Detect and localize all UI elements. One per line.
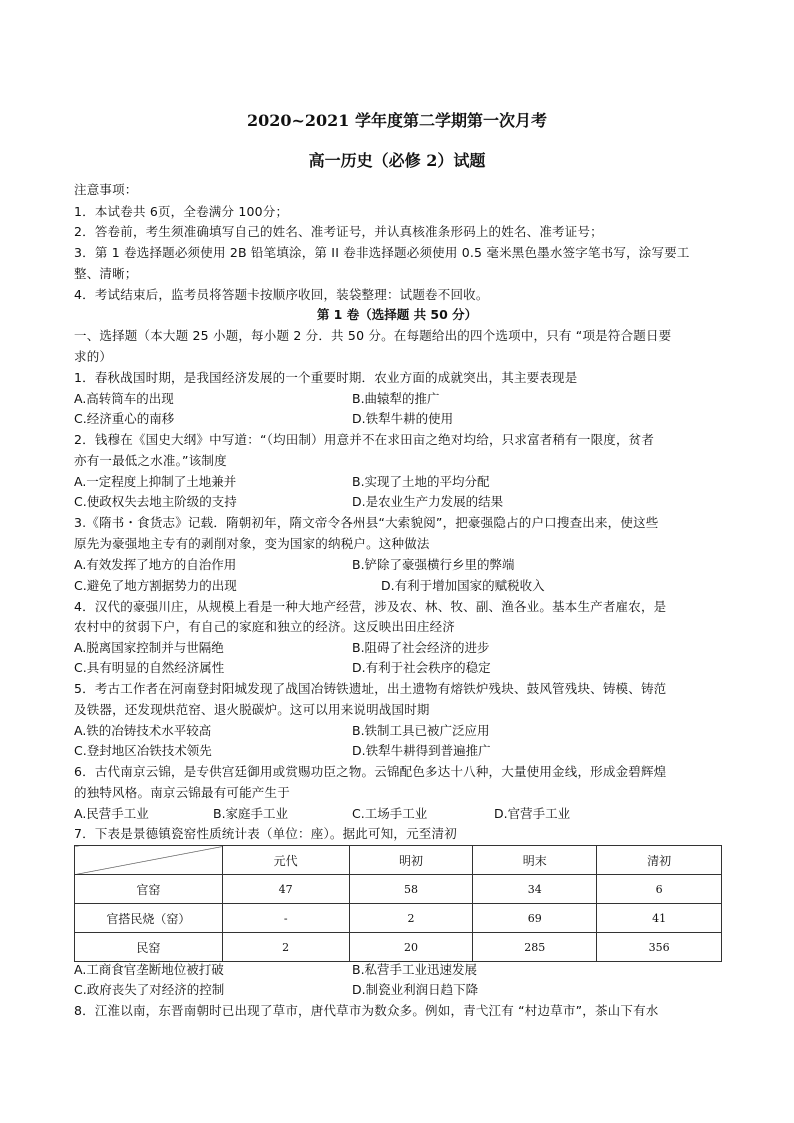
table-cell: 356 xyxy=(597,933,722,962)
table-cell: 2 xyxy=(349,904,473,933)
table-header-cell: 元代 xyxy=(222,846,349,875)
table-row xyxy=(75,933,722,962)
q1-option-b[interactable]: B.曲辕犁的推广 xyxy=(352,391,440,406)
table-cell: 2 xyxy=(222,933,349,962)
q4-option-c[interactable]: C.具有明显的自然经济属性 xyxy=(74,660,225,675)
table-cell: 285 xyxy=(473,933,597,962)
table-row-label: 官搭民烧（窑） xyxy=(75,904,223,933)
q4-option-b[interactable]: B.阻碍了社会经济的进步 xyxy=(352,640,490,655)
q2-option-d[interactable]: D.是农业生产力发展的结果 xyxy=(352,494,504,509)
note-line: 2．答卷前，考生须准确填写自己的姓名、准考证号，并认真核准条形码上的姓名、准考证号； xyxy=(74,224,603,239)
table-header-row xyxy=(75,846,722,875)
kiln-statistics-table xyxy=(74,845,722,962)
table-cell: 6 xyxy=(597,875,722,904)
question-2-stem: 亦有一最低之水准。”该制度 xyxy=(74,453,227,468)
table-row xyxy=(75,904,722,933)
table-cell: 58 xyxy=(349,875,473,904)
q4-option-a[interactable]: A.脱离国家控制并与世隔绝 xyxy=(74,640,224,655)
question-6-stem: 6．古代南京云锦，是专供宫廷御用或赏赐功臣之物。云锦配色多达十八种，大量使用金线，形成金碧辉煌 xyxy=(74,764,667,779)
table-cell: 41 xyxy=(597,904,722,933)
q1-option-c[interactable]: C.经济重心的南移 xyxy=(74,411,175,426)
q7-option-a[interactable]: A.工商食官垄断地位被打破 xyxy=(74,962,224,977)
q1-option-d[interactable]: D.铁犁牛耕的使用 xyxy=(352,411,454,426)
q7-option-b[interactable]: B.私营手工业迅速发展 xyxy=(352,962,478,977)
q5-option-b[interactable]: B.铁制工具已被广泛应用 xyxy=(352,723,490,738)
table-cell: 34 xyxy=(473,875,597,904)
section-intro: 一、选择题（本大题 25 小题，每小题 2 分．共 50 分。在每题给出的四个选项中，只有 “项是符合题日要 xyxy=(74,328,672,343)
q2-option-c[interactable]: C.使政权失去地主阶级的支持 xyxy=(74,494,237,509)
question-5-stem: 及铁器，还发现烘范窑、退火脱碳炉。这可以用来说明战国时期 xyxy=(74,702,430,717)
q1-option-a[interactable]: A.高转筒车的出现 xyxy=(74,391,174,406)
note-line: 4．考试结束后，监考员将答题卡按顺序收回，装袋整理：试题卷不回收。 xyxy=(74,287,489,302)
note-line: 1．本试卷共 6页，全卷满分 100分； xyxy=(74,204,289,219)
question-4-stem: 4．汉代的豪强川庄，从规模上看是一种大地产经营，涉及农、林、牧、副、渔各业。基本生产者雇农，是 xyxy=(74,599,667,614)
q3-option-a[interactable]: A.有效发挥了地方的自治作用 xyxy=(74,557,237,572)
question-8-stem: 8．江淮以南，东晋南朝时已出现了草市，唐代草市为数众多。例如，青弋江有 “村边草市”，茶山下有水 xyxy=(74,1003,659,1018)
question-3-stem: 3.《隋书・食货志》记载．隋朝初年，隋文帝令各州县“大索貌阅”，把豪强隐占的户口搜查出来，使这些 xyxy=(74,515,659,530)
q2-option-b[interactable]: B.实现了土地的平均分配 xyxy=(352,474,490,489)
question-2-stem: 2．钱穆在《国史大纲》中写道：“（均田制）用意并不在求田亩之绝对均给，只求富者稍有一限度，贫者 xyxy=(74,432,655,447)
q3-option-c[interactable]: C.避免了地方割据势力的出现 xyxy=(74,578,237,593)
note-line: 整、清晰； xyxy=(74,266,138,281)
table-cell: 47 xyxy=(222,875,349,904)
table-cell: 20 xyxy=(349,933,473,962)
table-cell: - xyxy=(222,904,349,933)
exam-subtitle: 高一历史（必修 2）试题 xyxy=(308,151,486,170)
table-header-cell: 明初 xyxy=(349,846,473,875)
q3-option-d[interactable]: D.有利于增加国家的赋税收入 xyxy=(381,578,545,593)
question-6-stem: 的独特风格。南京云锦最有可能产生于 xyxy=(74,785,290,800)
q5-option-d[interactable]: D.铁犁牛耕得到普遍推广 xyxy=(352,743,491,758)
question-4-stem: 农村中的贫弱下户，有自己的家庭和独立的经济。这反映出田庄经济 xyxy=(74,619,456,634)
note-line: 3．第 1 卷选择题必须使用 2B 铅笔填涂，第 II 卷非选择题必须使用 0.5 毫米黑色墨水签字笔书写，涂写要工 xyxy=(74,245,690,260)
question-1-stem: 1．春秋战国时期，是我国经济发展的一个重要时期．农业方面的成就突出，其主要表现是 xyxy=(74,370,578,385)
q5-option-c[interactable]: C.登封地区冶铁技术领先 xyxy=(74,743,212,758)
table-diagonal-cell xyxy=(75,846,223,875)
table-cell: 69 xyxy=(473,904,597,933)
q6-option-b[interactable]: B.家庭手工业 xyxy=(213,806,289,821)
table-header-cell: 清初 xyxy=(597,846,722,875)
q7-option-c[interactable]: C.政府丧失了对经济的控制 xyxy=(74,982,225,997)
table-row-label: 官窑 xyxy=(75,875,223,904)
q6-option-d[interactable]: D.官营手工业 xyxy=(494,806,571,821)
q7-option-d[interactable]: D.制瓷业利润日趋下降 xyxy=(352,982,479,997)
question-7-stem: 7．下表是景德镇瓷窑性质统计表（单位：座）。据此可知，元至清初 xyxy=(74,826,457,841)
table-row-label: 民窑 xyxy=(75,933,223,962)
q2-option-a[interactable]: A.一定程度上抑制了土地兼并 xyxy=(74,474,237,489)
section-heading: 第 1 卷（选择题 共 50 分） xyxy=(316,307,478,322)
table-header-cell: 明末 xyxy=(473,846,597,875)
q5-option-a[interactable]: A.铁的冶铸技术水平较高 xyxy=(74,723,212,738)
question-3-stem: 原先为豪强地主专有的剥削对象，变为国家的纳税户。这种做法 xyxy=(74,536,430,551)
notes-heading: 注意事项： xyxy=(74,182,138,197)
exam-title: 2020~2021 学年度第二学期第一次月考 xyxy=(246,111,548,130)
section-intro: 求的） xyxy=(74,349,113,364)
table-row xyxy=(75,875,722,904)
q6-option-a[interactable]: A.民营手工业 xyxy=(74,806,149,821)
q4-option-d[interactable]: D.有利于社会秩序的稳定 xyxy=(352,660,491,675)
q6-option-c[interactable]: C.工场手工业 xyxy=(352,806,428,821)
question-5-stem: 5．考古工作者在河南登封阳城发现了战国冶铸铁遗址，出土遗物有熔铁炉残块、鼓风管残块、铸模、铸范 xyxy=(74,681,667,696)
q3-option-b[interactable]: B.铲除了豪强横行乡里的弊端 xyxy=(352,557,515,572)
